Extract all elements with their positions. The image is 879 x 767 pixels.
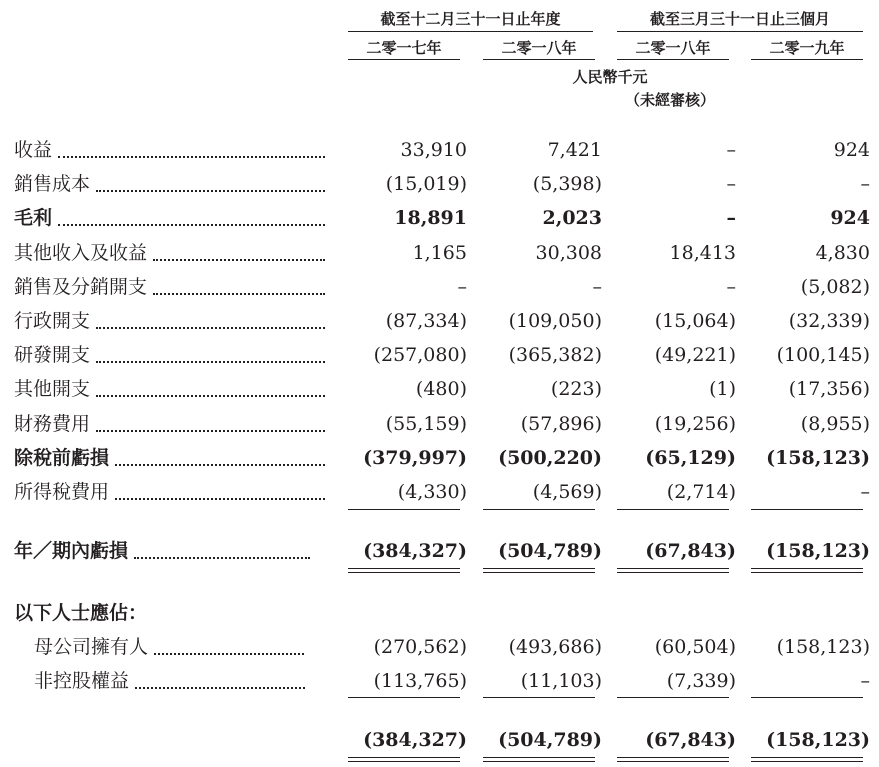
attrib-total-value-3: (67,843) (645, 729, 736, 751)
row-value-col-1: (55,159) (385, 413, 467, 435)
row-value-col-4: (100,145) (776, 344, 870, 366)
attrib-total-double-underline-3 (617, 757, 729, 762)
row-label: 財務費用 (14, 412, 325, 436)
row-value-col-1: 18,891 (394, 207, 467, 229)
row-value-col-1: 33,910 (400, 139, 467, 161)
loss-double-underline-3 (617, 568, 729, 573)
row-value-col-1: (15,019) (385, 173, 467, 195)
attrib-owners-value-3: (60,504) (654, 636, 736, 658)
row-value-col-1: – (457, 276, 467, 298)
row-label: 研發開支 (14, 343, 325, 367)
attrib-total-value-1: (384,327) (363, 729, 467, 751)
row-value-col-3: – (726, 276, 736, 298)
row-value-col-2: 2,023 (542, 207, 602, 229)
row-label: 除稅前虧損 (14, 446, 325, 470)
row-value-col-2: 7,421 (547, 139, 602, 161)
pretax-underline-3 (617, 509, 729, 510)
row-value-col-3: – (726, 207, 736, 229)
row-value-col-2: (109,050) (508, 310, 602, 332)
header-group-three-months: 截至三月三十一日止三個月 (649, 10, 830, 28)
row-value-col-4: – (860, 481, 870, 503)
row-value-col-2: 30,308 (535, 242, 602, 264)
row-value-col-1: 1,165 (412, 242, 467, 264)
attrib-total-double-underline-2 (483, 757, 595, 762)
attrib-owners-value-4: (158,123) (776, 636, 870, 658)
attrib-underline-1 (348, 697, 460, 698)
row-value-col-3: (19,256) (654, 413, 736, 435)
attrib-owners-value-1: (270,562) (373, 636, 467, 658)
header-year-2: 二零一八年 (501, 39, 577, 57)
header-year-3: 二零一八年 (635, 39, 711, 57)
row-value-col-4: (158,123) (766, 447, 870, 469)
loss-double-underline-2 (483, 568, 595, 573)
loss-value-2: (504,789) (498, 540, 602, 562)
loss-value-3: (67,843) (645, 540, 736, 562)
attrib-underline-3 (617, 697, 729, 698)
header-group-year-ended: 截至十二月三十一日止年度 (380, 10, 561, 28)
row-value-col-4: (17,356) (788, 378, 870, 400)
attrib-total-value-2: (504,789) (498, 729, 602, 751)
header-year-4-underline (751, 59, 863, 60)
row-label: 銷售成本 (14, 172, 325, 196)
pretax-underline-4 (751, 509, 863, 510)
row-value-col-1: (87,334) (385, 310, 467, 332)
attrib-row-owners-label: 母公司擁有人 (34, 635, 304, 659)
attrib-nci-value-1: (113,765) (373, 670, 467, 692)
attrib-underline-4 (751, 697, 863, 698)
loss-double-underline-1 (348, 568, 460, 573)
row-value-col-4: – (860, 173, 870, 195)
row-value-col-1: (4,330) (397, 481, 467, 503)
loss-value-1: (384,327) (363, 540, 467, 562)
row-value-col-2: – (592, 276, 602, 298)
row-value-col-2: (365,382) (508, 344, 602, 366)
row-label: 收益 (14, 138, 325, 162)
attrib-nci-value-3: (7,339) (666, 670, 736, 692)
row-value-col-3: 18,413 (669, 242, 736, 264)
row-value-col-1: (257,080) (373, 344, 467, 366)
row-value-col-3: (1) (709, 378, 736, 400)
attrib-total-double-underline-1 (348, 757, 460, 762)
row-label: 其他收入及收益 (14, 241, 325, 265)
attrib-total-double-underline-4 (751, 757, 863, 762)
row-value-col-3: (65,129) (645, 447, 736, 469)
header-group-three-months-underline (617, 31, 863, 32)
row-value-col-4: (8,955) (800, 413, 870, 435)
loss-double-underline-4 (751, 568, 863, 573)
row-value-col-3: (2,714) (666, 481, 736, 503)
row-value-col-3: (49,221) (654, 344, 736, 366)
row-label: 行政開支 (14, 309, 325, 333)
row-value-col-3: – (726, 139, 736, 161)
attrib-nci-value-4: – (860, 670, 870, 692)
attrib-nci-value-2: (11,103) (520, 670, 602, 692)
loss-row-label: 年／期內虧損 (14, 539, 310, 563)
attrib-underline-2 (483, 697, 595, 698)
header-year-3-underline (617, 59, 729, 60)
row-value-col-3: – (726, 173, 736, 195)
header-unit: 人民幣千元 (572, 68, 648, 86)
row-value-col-1: (379,997) (363, 447, 467, 469)
header-year-1-underline (348, 59, 460, 60)
row-value-col-4: 924 (833, 139, 870, 161)
row-value-col-2: (4,569) (532, 481, 602, 503)
header-group-year-ended-underline (348, 31, 593, 32)
row-value-col-2: (500,220) (498, 447, 602, 469)
pretax-underline-2 (483, 509, 595, 510)
row-value-col-2: (57,896) (520, 413, 602, 435)
header-year-2-underline (483, 59, 595, 60)
row-label: 毛利 (14, 206, 325, 230)
row-value-col-4: 4,830 (815, 242, 870, 264)
row-label: 銷售及分銷開支 (14, 275, 325, 299)
loss-value-4: (158,123) (766, 540, 870, 562)
row-value-col-2: (223) (550, 378, 602, 400)
header-year-1: 二零一七年 (366, 39, 442, 57)
row-value-col-4: 924 (830, 207, 870, 229)
row-value-col-3: (15,064) (654, 310, 736, 332)
header-year-4: 二零一九年 (769, 39, 845, 57)
attrib-total-value-4: (158,123) (766, 729, 870, 751)
row-value-col-2: (5,398) (532, 173, 602, 195)
row-label: 其他開支 (14, 377, 325, 401)
attrib-row-nci-label: 非控股權益 (34, 669, 305, 693)
row-value-col-1: (480) (415, 378, 467, 400)
row-label: 所得稅費用 (14, 480, 325, 504)
attrib-owners-value-2: (493,686) (508, 636, 602, 658)
attributable-heading: 以下人士應佔： (14, 602, 148, 624)
header-unaudited: （未經審核） (624, 91, 715, 109)
row-value-col-4: (5,082) (800, 276, 870, 298)
row-value-col-4: (32,339) (788, 310, 870, 332)
pretax-underline-1 (348, 509, 460, 510)
